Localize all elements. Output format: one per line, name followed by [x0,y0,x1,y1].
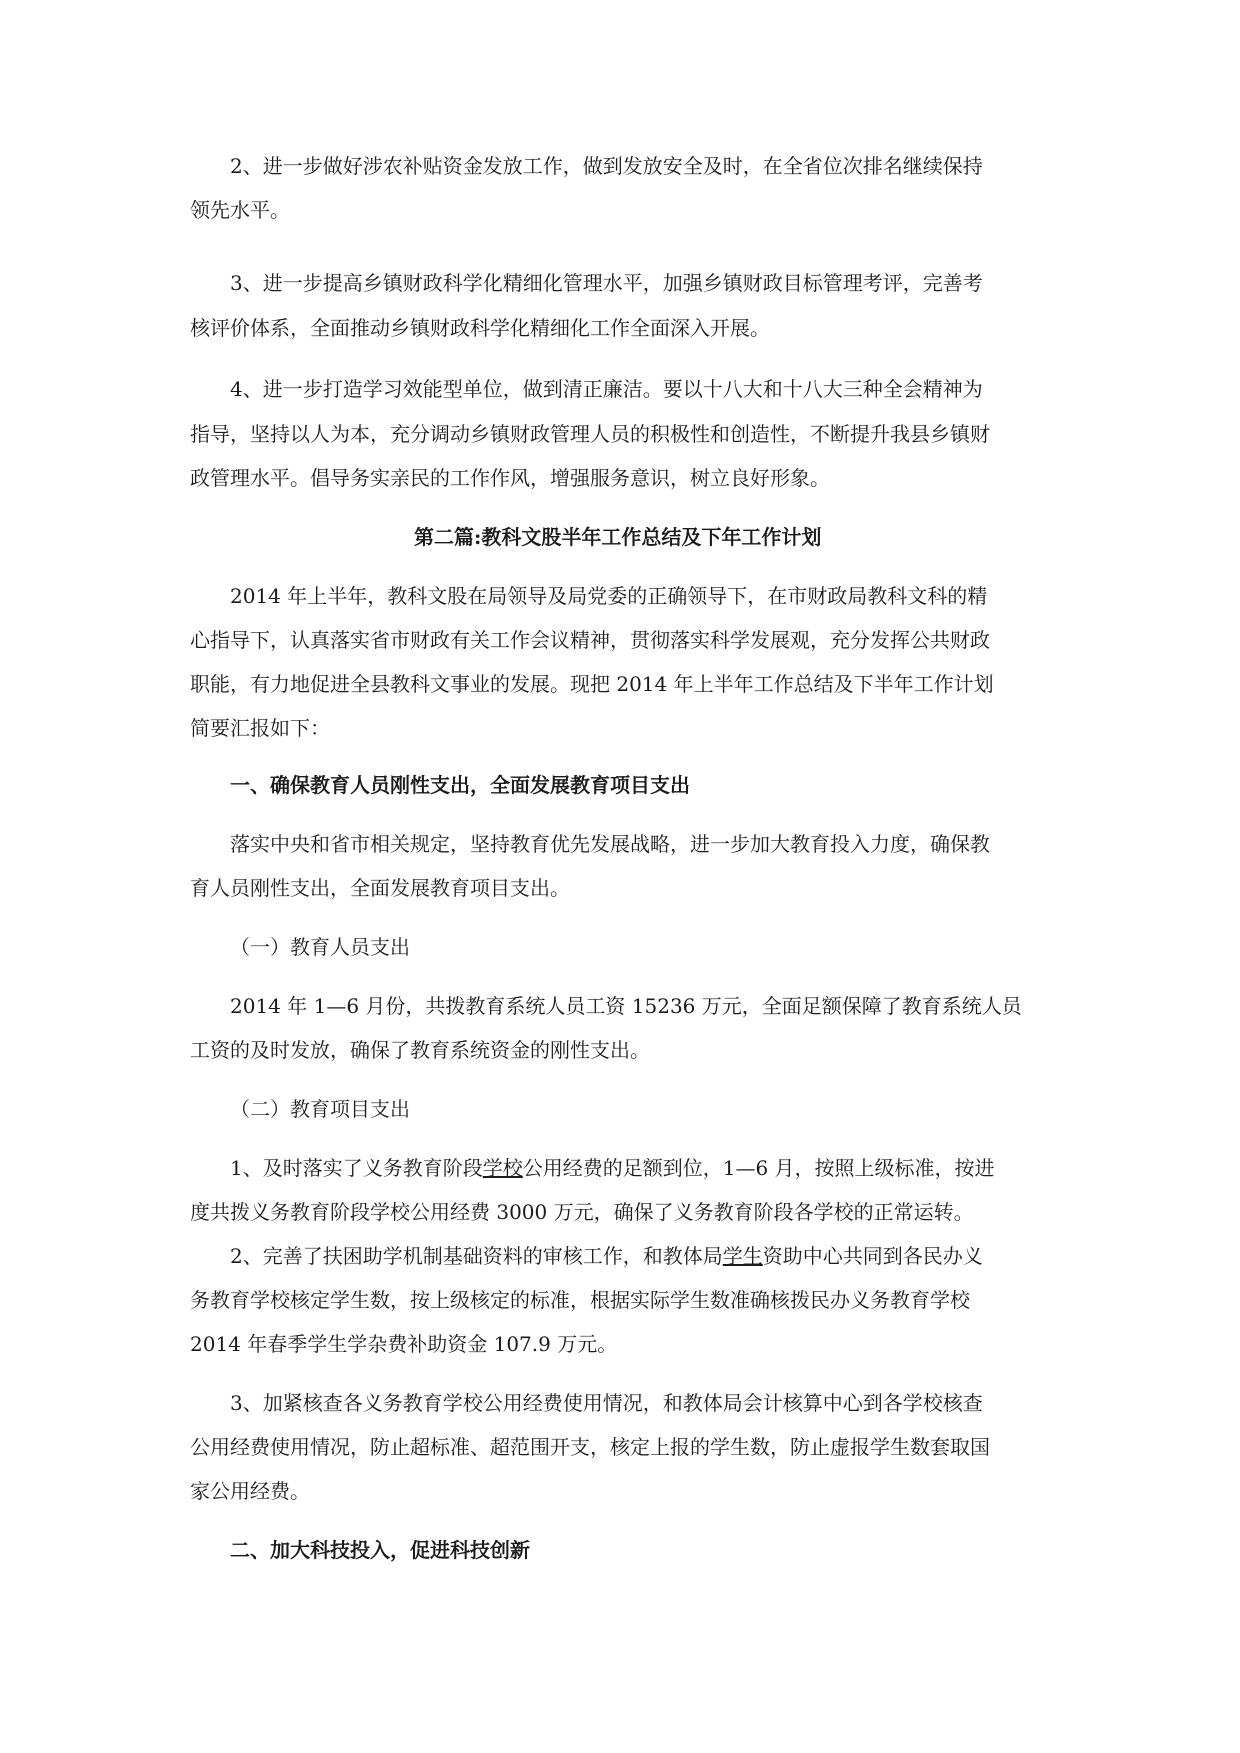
text-segment: 1、及时落实了义务教育阶段 [230,1156,483,1180]
paragraph-line: 务教育学校核定学生数，按上级核定的标准，根据实际学生数准确核拨民办义务教育学校 [190,1288,970,1312]
paragraph-line: 2014 年 1—6 月份，共拨教育系统人员工资 15236 万元，全面足额保障了教育系统人员 [230,994,1022,1018]
paragraph-line: 3、进一步提高乡镇财政科学化精细化管理水平，加强乡镇财政目标管理考评，完善考 [230,271,983,295]
paragraph-line: 度共拨义务教育阶段学校公用经费 3000 万元，确保了义务教育阶段各学校的正常运转。 [190,1200,974,1224]
paragraph-line: 2、进一步做好涉农补贴资金发放工作，做到发放安全及时，在全省位次排名继续保持 [230,154,983,178]
text-segment: 资助中心共同到各民办义 [762,1244,983,1268]
paragraph-line: 2014 年上半年，教科文股在局领导及局党委的正确领导下，在市财政局教科文科的精 [230,584,988,608]
paragraph-line [230,1242,983,1270]
paragraph-line: 职能，有力地促进全县教科文事业的发展。现把 2014 年上半年工作总结及下半年工作计划 [190,672,994,696]
paragraph-line: 领先水平。 [190,198,290,222]
paragraph-line: 家公用经费。 [190,1479,310,1503]
paragraph-line: 工资的及时发放，确保了教育系统资金的刚性支出。 [190,1038,650,1062]
paragraph-line: 心指导下，认真落实省市财政有关工作会议精神，贯彻落实科学发展观，充分发挥公共财政 [190,628,990,652]
paragraph-line: 育人员刚性支出，全面发展教育项目支出。 [190,876,570,900]
heading-2: 二、加大科技投入，促进科技创新 [230,1538,530,1562]
text-segment: 2、完善了扶困助学机制基础资料的审核工作，和教体局 [230,1244,723,1268]
paragraph-line: 4、进一步打造学习效能型单位，做到清正廉洁。要以十八大和十八大三种全会精神为 [230,377,983,401]
paragraph-line: 政管理水平。倡导务实亲民的工作作风，增强服务意识，树立良好形象。 [190,466,830,490]
student-link[interactable]: 学生 [722,1244,763,1268]
paragraph-line [230,1154,995,1182]
paragraph-line: 公用经费使用情况，防止超标准、超范围开支，核定上报的学生数，防止虚报学生数套取国 [190,1435,990,1459]
subheading-2: （二）教育项目支出 [230,1097,410,1121]
paragraph-line: 落实中央和省市相关规定，坚持教育优先发展战略，进一步加大教育投入力度，确保教 [230,832,990,856]
paragraph-line: 指导，坚持以人为本，充分调动乡镇财政管理人员的积极性和创造性，不断提升我县乡镇财 [190,422,990,446]
school-link[interactable]: 学校 [482,1156,523,1180]
paragraph-line: 简要汇报如下： [190,716,330,740]
subheading-1: （一）教育人员支出 [230,935,410,959]
text-segment: 公用经费的足额到位，1—6 月，按照上级标准，按进 [522,1156,995,1180]
section-title: 第二篇:教科文股半年工作总结及下年工作计划 [414,525,822,549]
paragraph-line: 2014 年春季学生学杂费补助资金 107.9 万元。 [190,1332,618,1356]
paragraph-line: 核评价体系，全面推动乡镇财政科学化精细化工作全面深入开展。 [190,316,770,340]
heading-1: 一、确保教育人员刚性支出，全面发展教育项目支出 [230,773,690,797]
paragraph-line: 3、加紧核查各义务教育学校公用经费使用情况，和教体局会计核算中心到各学校核查 [230,1391,983,1415]
